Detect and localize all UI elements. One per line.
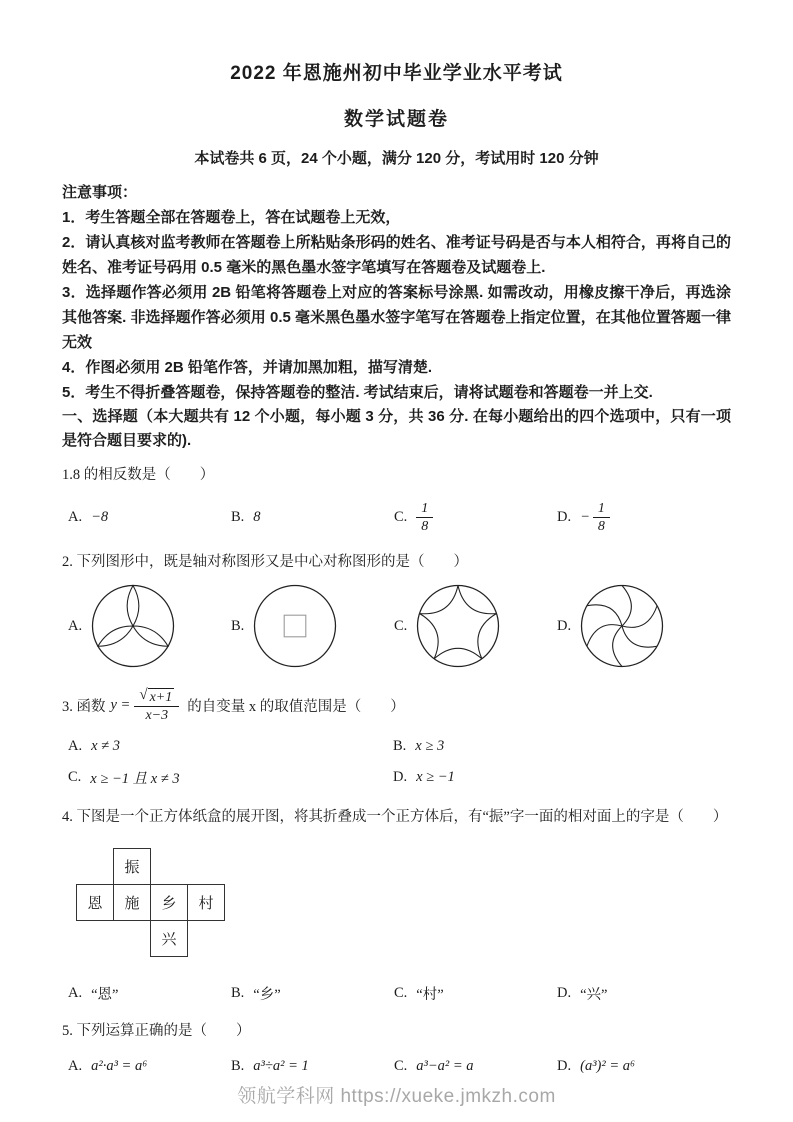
curved-star-circle-icon — [413, 581, 503, 671]
q1-option-c-denominator: 8 — [421, 519, 429, 534]
notice-item-5: 5．考生不得折叠答题卷，保持答题卷的整洁. 考试结束后，请将试题卷和答题卷一并上交. — [62, 384, 653, 401]
question-1-options — [62, 500, 731, 535]
q3-radicand: x+1 — [149, 690, 173, 705]
q1-option-d-sign: − — [580, 509, 590, 525]
q4-option-a — [68, 983, 231, 1004]
net-cell-blank — [77, 849, 114, 885]
q2-option-b-label: B. — [231, 617, 245, 634]
q3-formula-numerator — [134, 687, 179, 707]
q5-option-d — [557, 1058, 635, 1075]
q1-option-d-numerator: 1 — [593, 500, 610, 518]
q1-option-b-label: B. — [231, 509, 245, 525]
net-cell-blank — [188, 921, 225, 957]
q4-option-d — [557, 983, 607, 1004]
q2-option-c — [394, 581, 557, 671]
q1-option-d-denominator: 8 — [597, 519, 605, 534]
q4-option-d-value: “兴” — [580, 987, 608, 1003]
net-cell-row-2: 施 — [114, 885, 151, 921]
q4-option-a-value: “恩” — [91, 987, 119, 1003]
q4-option-b-label: B. — [231, 985, 245, 1001]
q1-option-a-value: −8 — [91, 509, 109, 525]
question-2-stem: 2. 下列图形中，既是轴对称图形又是中心对称图形的是（ ） — [62, 554, 468, 570]
question-5-stem: 5. 下列运算正确的是（ ） — [62, 1023, 251, 1039]
q3-option-b-value: x ≥ 3 — [415, 738, 445, 754]
q1-option-c-label: C. — [394, 509, 408, 525]
q4-option-a-label: A. — [68, 985, 83, 1001]
q2-option-c-label: C. — [394, 617, 408, 634]
q5-option-b-value: a³÷a² = 1 — [253, 1058, 309, 1074]
q2-option-a-label: A. — [68, 617, 83, 634]
q1-option-c — [394, 500, 557, 535]
q5-option-d-label: D. — [557, 1058, 572, 1074]
q4-option-d-label: D. — [557, 985, 572, 1001]
q5-option-a-label: A. — [68, 1058, 83, 1074]
q1-option-c-numerator: 1 — [416, 500, 433, 518]
q1-option-a-label: A. — [68, 509, 83, 525]
q1-option-d-fraction — [593, 500, 610, 535]
q3-formula-fraction — [134, 687, 179, 724]
three-petal-circle-icon — [88, 581, 178, 671]
net-cell-row-1: 恩 — [77, 885, 114, 921]
question-2-figures — [62, 581, 731, 671]
cube-net-figure — [76, 848, 225, 957]
question-5-options — [62, 1058, 731, 1075]
q5-option-a — [68, 1058, 231, 1075]
q3-option-a-label: A. — [68, 738, 83, 754]
q5-option-b-label: B. — [231, 1058, 245, 1074]
q5-option-b — [231, 1058, 394, 1075]
q2-option-d — [557, 581, 720, 671]
q5-option-d-value: (a³)² = a⁶ — [580, 1058, 636, 1074]
q1-option-b-value: 8 — [253, 509, 261, 525]
q3-option-c — [68, 767, 393, 788]
net-cell-row-3: 乡 — [151, 885, 188, 921]
net-cell-bottom: 兴 — [151, 921, 188, 957]
paper-subject-title: 数学试题卷 — [343, 109, 449, 130]
q3-option-d — [393, 767, 731, 788]
q5-option-c-label: C. — [394, 1058, 408, 1074]
q4-option-c — [394, 983, 557, 1004]
exam-title: 2022 年恩施州初中毕业学业水平考试 — [230, 63, 563, 84]
net-cell-blank — [151, 849, 188, 885]
q4-option-b-value: “乡” — [253, 987, 281, 1003]
q2-option-a — [68, 581, 231, 671]
coin-square-circle-icon — [250, 581, 340, 671]
notice-item-4: 4．作图必须用 2B 铅笔作答，并请加黑加粗，描写清楚. — [62, 359, 433, 376]
net-cell-row-4: 村 — [188, 885, 225, 921]
q2-option-d-label: D. — [557, 617, 572, 634]
net-cell-blank — [77, 921, 114, 957]
q4-option-c-label: C. — [394, 985, 408, 1001]
pinwheel-circle-icon — [577, 581, 667, 671]
q3-formula-denominator: x−3 — [145, 708, 169, 723]
q1-option-d-label: D. — [557, 509, 572, 525]
question-1-stem: 1.8 的相反数是（ ） — [62, 467, 215, 483]
notice-item-3: 3．选择题作答必须用 2B 铅笔将答题卷上对应的答案标号涂黑. 如需改动，用橡皮擦干净后，再选涂其他答案. 非选择题作答必须用 0.5 毫米黑色墨水签字笔写在答题卷上指定位置，在其他位置答题一律无效 — [62, 284, 731, 351]
q3-option-c-label: C. — [68, 769, 82, 785]
q1-option-b — [231, 509, 394, 526]
q1-option-a — [68, 509, 231, 526]
q3-stem-suffix: 的自变量 x 的取值范围是（ ） — [187, 699, 405, 715]
notices-block — [62, 180, 731, 405]
q3-option-c-value: x ≥ −1 且 x ≠ 3 — [90, 771, 180, 787]
q1-option-d — [557, 500, 610, 535]
question-4-stem: 4. 下图是一个正方体纸盒的展开图，将其折叠成一个正方体后，有“振”字一面的相对面上的字是（ ） — [62, 809, 728, 825]
notice-item-2: 2．请认真核对监考教师在答题卷上所粘贴条形码的姓名、准考证号码是否与本人相符合，再将自己的姓名、准考证号码用 0.5 毫米的黑色墨水签字笔填写在答题卷及试题卷上. — [62, 234, 731, 276]
watermark-text: 领航学科网 https://xueke.jmkzh.com — [237, 1086, 556, 1107]
q1-option-c-fraction — [416, 500, 433, 535]
q3-option-d-value: x ≥ −1 — [416, 769, 455, 785]
sqrt-sign: √ — [139, 687, 148, 703]
q5-option-c — [394, 1058, 557, 1075]
section-one-heading: 一、选择题（本大题共有 12 个小题，每小题 3 分，共 36 分. 在每小题给出的四个选项中，只有一项是符合题目要求的). — [62, 408, 731, 449]
q3-option-a — [68, 738, 393, 755]
net-cell-blank — [114, 921, 151, 957]
net-cell-blank — [188, 849, 225, 885]
question-3-options — [62, 738, 731, 788]
q5-option-a-value: a²·a³ = a⁶ — [91, 1058, 148, 1074]
q3-option-b — [393, 738, 731, 755]
q2-option-b — [231, 581, 394, 671]
q5-option-c-value: a³−a² = a — [416, 1058, 474, 1074]
paper-info-line: 本试卷共 6 页，24 个小题，满分 120 分，考试用时 120 分钟 — [194, 150, 599, 167]
q4-option-c-value: “村” — [416, 987, 444, 1003]
q4-option-b — [231, 983, 394, 1004]
question-3-stem — [62, 687, 731, 724]
question-4-options — [62, 983, 731, 1004]
q3-stem-prefix: 3. 函数 — [62, 699, 106, 715]
q3-option-b-label: B. — [393, 738, 407, 754]
q3-option-d-label: D. — [393, 769, 408, 785]
net-cell-top: 振 — [114, 849, 151, 885]
notice-item-1: 1．考生答题全部在答题卷上，答在试题卷上无效， — [62, 209, 401, 226]
q3-formula-lhs: y = — [110, 697, 131, 713]
q3-option-a-value: x ≠ 3 — [91, 738, 121, 754]
notices-heading: 注意事项： — [62, 184, 138, 201]
